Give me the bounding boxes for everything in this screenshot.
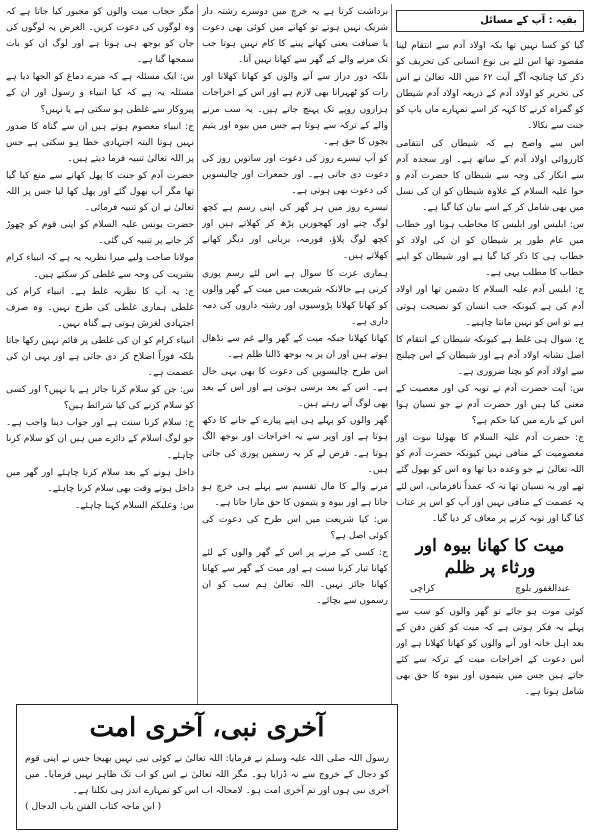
newspaper-page: [6, 4, 584, 828]
middle-paragraph: اس طرح چالیسویں کی دعوت کا بھی یہی حال ہے۔ اس کے بعد برسی ہوتی ہے اور اس کے بعد بھی لوگ آتے رہتے ہیں۔: [202, 367, 388, 410]
left-paragraph: حضرت آدم کو جنت کا پھل کھانے سے منع کیا گیا تھا مگر آپ بھول گئے اور پھل کھا لیا جس پر اللہ تعالیٰ نے ان کو تنبیہ فرمائی۔: [6, 170, 194, 214]
left-paragraph: حضرت یونس علیہ السلام کو اپنی قوم کو چھوڑ کر جانے پر تنبیہ کی گئی۔: [6, 220, 194, 247]
section-tab: [396, 10, 584, 32]
left-paragraph: ج: یہ آپ کا نظریہ غلط ہے۔ انبیاء کرام کی غلطی ہماری غلطی کی طرح نہیں۔ وہ صرف اجتہادی لغزش ہوتی ہے گناہ نہیں۔: [6, 286, 194, 329]
middle-paragraph: کھانا کھلانا جبکہ میت کے گھر والے غم سے نڈھال ہوتے ہیں اور ان پر یہ بوجھ ڈالنا ظلم ہے۔: [202, 333, 388, 360]
hadith-box-title: آخری نبی، آخری امت: [89, 713, 325, 743]
middle-paragraph: کو آپ تیسرے روز کی دعوت اور ساتویں روز کی دعوت دی جاتی ہے۔ اور جمعرات اور چالیسویں کی دعوت بھی ہوتی ہے۔: [202, 153, 388, 197]
left-paragraph: س: ایک مسئلہ ہے کہ میرے دماغ کو الجھا دیا ہے مسئلہ یہ ہے کہ کیا انبیاء و رسول اور ان کے پیروکار سے غلطی ہو سکتی ہے یا نہیں؟: [6, 72, 194, 115]
article-title: میت کا کھانا بیوہ اور ورثاء پر ظلم: [415, 535, 565, 578]
section-tab-title: بقیہ : آپ کے مسائل: [480, 14, 577, 26]
right-paragraph: ج: سوال ہی غلط ہے کیونکہ شیطان کے انتقام کا اصل نشانہ اولاد آدم ہے اور شیطان کے اس چیلنج سے اولاد آدم کو بچنا ضروری ہے۔: [396, 334, 584, 377]
middle-paragraph: س: کیا شریعت میں اس طرح کی دعوت کی کوئی اصل ہے؟: [202, 514, 388, 541]
right-paragraph: ج: حضرت آدم علیہ السلام کا بھولنا نبوت اور معصومیت کے منافی نہیں کیونکہ حضرت آدم کو اللہ تعالیٰ نے جو وعدہ دیا تھا وہ اس کو بھول گئے تھے اور یہ نسیان تھا نہ کہ عمداً نافرمانی، اس لئے یہ عصمت کے منافی نہیں اور آپ کو اس پر عتاب کیا گیا اور توبہ کرنے پر معاف کر دیا گیا۔: [396, 433, 584, 524]
left-paragraph: انبیاء کرام کو ان کی غلطی پر قائم نہیں رکھا جاتا بلکہ فوراً اصلاح کر دی جاتی ہے اور یہی ان کی عصمت ہے۔: [6, 335, 194, 379]
left-paragraph: س: جن کو سلام کرنا جائز ہے یا نہیں؟ اور کسی کو سلام کرنے کی کیا شرائط ہیں؟: [6, 385, 194, 412]
article-author: عبدالغفور بلوچ: [515, 583, 570, 594]
middle-paragraph: مرنے والے کا مال تقسیم سے پہلے ہی خرچ ہو جاتا ہے اور بیوہ و یتیموں کا حق مارا جاتا ہے۔: [202, 481, 388, 508]
left-paragraph: مگر حجاب میت والوں کو مجبور کیا جاتا ہے کہ وہ لوگوں کی دعوت کریں۔ الغرض یہ لوگوں کی جان کو بوجھ ہی ہوتا ہے اور لوگ ان کو بات سمجھا گنا ہے۔: [6, 7, 194, 66]
left-paragraph: داخل ہونے کے بعد سلام کرنا چاہئے اور گھر میں داخل ہوتے وقت بھی سلام کرنا چاہئے۔: [6, 467, 194, 494]
middle-paragraph: بلکہ دور دراز سے آنے والوں کو کھانا کھلانا اور رات کو ٹھہرانا بھی لازم ہے اور اس کے اخراجات ہزاروں روپے تک پہنچ جاتے ہیں۔ یہ سب مرنے والے کے ترکہ سے ہوتا ہے جس میں بیوہ اور یتیم بچوں کا حق ہے۔: [202, 72, 388, 147]
article-paragraph: کوئی موت ہو جائے تو گھر والوں کو سب سے پہلے یہ فکر ہوتی ہے کہ میت کو کفن دفن کے بعد اہل خانہ اور آنے والوں کو کھانا کھلانا ہے اور اس دعوت کے اخراجات میت کے ترکہ سے کئے جاتے ہیں جس میں یتیموں اور بیوہ کا حق بھی شامل ہوتا ہے۔: [396, 606, 584, 698]
left-paragraph: س: وعلیکم السلام کہنا چاہئے۔: [74, 500, 194, 511]
hadith-box: [16, 704, 398, 830]
article-city: کراچی: [410, 583, 435, 594]
middle-paragraph: ہماری عزت کا سوال ہے اس لئے رسم پوری کرنی ہے حالانکہ شریعت میں میت کے گھر والوں کو کھانا کھلانا پڑوسیوں اور رشتہ داروں کی ذمہ داری ہے۔: [202, 268, 388, 327]
middle-paragraph: گھر والوں کو پہلے ہی اپنے پیارے کے جانے کا دکھ ہوتا ہے اور اوپر سے یہ اخراجات اور بوجھ الگ ہوتا ہے۔ قرض لے کر یہ رسمیں پوری کی جاتی ہیں۔: [202, 416, 388, 475]
left-paragraph: مولانا صاحب ولیے میرا نظریہ یہ ہے کہ انبیاء کرام بشریت کی وجہ سے غلطی کر سکتے ہیں۔: [6, 253, 194, 280]
hadith-box-text: رسول اللہ صلی اللہ علیہ وسلم نے فرمایا: اللہ تعالیٰ نے کوئی نبی نہیں بھیجا جس نے اپنی قوم کو دجال کے خروج سے نہ ڈرایا ہو۔ مگر اللہ تعالیٰ نے اس کو اب تک ظاہر نہیں فرمایا۔ میں آخری نبی ہوں اور تم آخری امت ہو۔ لامحالہ اب اس کو تمہارے اندر ہی نکلنا ہے۔: [25, 753, 389, 796]
right-paragraph: س: آیت حضرت آدم نے توبہ کی اور معصیت کے معنی کیا ہیں اور حضرت آدم نے جو نسیان ہوا اس کے بارے میں کیا حکم ہے؟: [396, 383, 584, 427]
middle-paragraph: ج: کسی کے مرنے پر اس کے گھر والوں کے لئے کھانا تیار کرنا سنت ہے اور میت کے گھر سے کھانا کھانا جائز نہیں۔ اللہ تعالیٰ ہم سب کو ان رسموں سے بچائے۔: [202, 548, 388, 607]
left-paragraph: ج: سلام کرنا سنت ہے اور جواب دینا واجب ہے۔ جو لوگ اسلام کے دائرے میں ہیں ان کو سلام کرنا چاہئے۔: [6, 418, 194, 461]
right-paragraph: گیا کو کسا نہیں تھا بکہ اولاد آدم سے انتقام لینا مقصود تھا اس لئے بی نوع انسانی کی تحریف کو ذکر کیا چنانچہ آگے آیت ۶۲ میں اللہ تعالیٰ نے اس کی تحریر کو اولاد آدم کے ذریعہ اولاد آدم شیطان کو گمراہ کرنے کا کہہ کر اسے تمہارے ماں باپ کو جنت سے نکالا۔: [396, 41, 584, 132]
right-column: [396, 4, 584, 828]
right-paragraph: س: ابلیس اور ابلیس کا مخاطب ہونا اور خطاب میں عام طور پر شیطان کو ان کی اولاد کو خطاب ہی کا ذکر کیا گیا ہے اور شیطان کو اپنے خطاب کا مطلب یہی ہے۔: [396, 220, 584, 279]
hadith-box-source: ( ابن ماجہ کتاب الفتن باب الدجال ): [25, 801, 162, 812]
right-paragraph: ج: ابلیس آدم علیہ السلام کا دشمن تھا اور اولاد آدم کی ہے کیونکہ جب انسان کو نصیحت ہوتی ہے تو اس کو نہیں ماننا چاہیے۔: [396, 285, 584, 328]
middle-paragraph: برداشت کرتا ہے یہ خرچ میں دوسرے رشتہ دار شریک نہیں ہوتے تو کھانے میں کوئی بھی دعوت یا ضیافت یعنی کھانے پینے کا کام نہیں ہوتا جب تک مرنے والے کے گھر سے کھانا نہیں آتا۔: [202, 7, 388, 66]
left-paragraph: ج: انبیاء معصوم ہوتے ہیں ان سے گناہ کا صدور نہیں ہوتا البتہ اجتہادی خطا ہو سکتی ہے جس پر اللہ تعالیٰ تنبیہ فرما دیتے ہیں۔: [6, 121, 194, 164]
middle-paragraph: تیسرے روز میں ہر گھر کی اپنی رسم ہے کچھ لوگ چنے اور کھجوریں پڑھ کر کھلاتے ہیں اور کچھ لوگ پلاؤ، قورمہ، بریانی اور دیگر کھانے کھلاتے ہیں۔: [202, 203, 388, 262]
article-byline: [410, 581, 570, 600]
right-paragraph: اس سے واضح ہے کہ شیطان کی انتقامی کارروائی اولاد آدم کے ساتھ ہے۔ اور سجدہ آدم سے انکار کی وجہ سے شیطان کا حضرت آدم و حوا علیہ السلام کے علاوہ شیطان کو ان کی نسل میں بھی شامل کر کے اسے بیان کیا گیا ہے۔: [396, 138, 584, 213]
